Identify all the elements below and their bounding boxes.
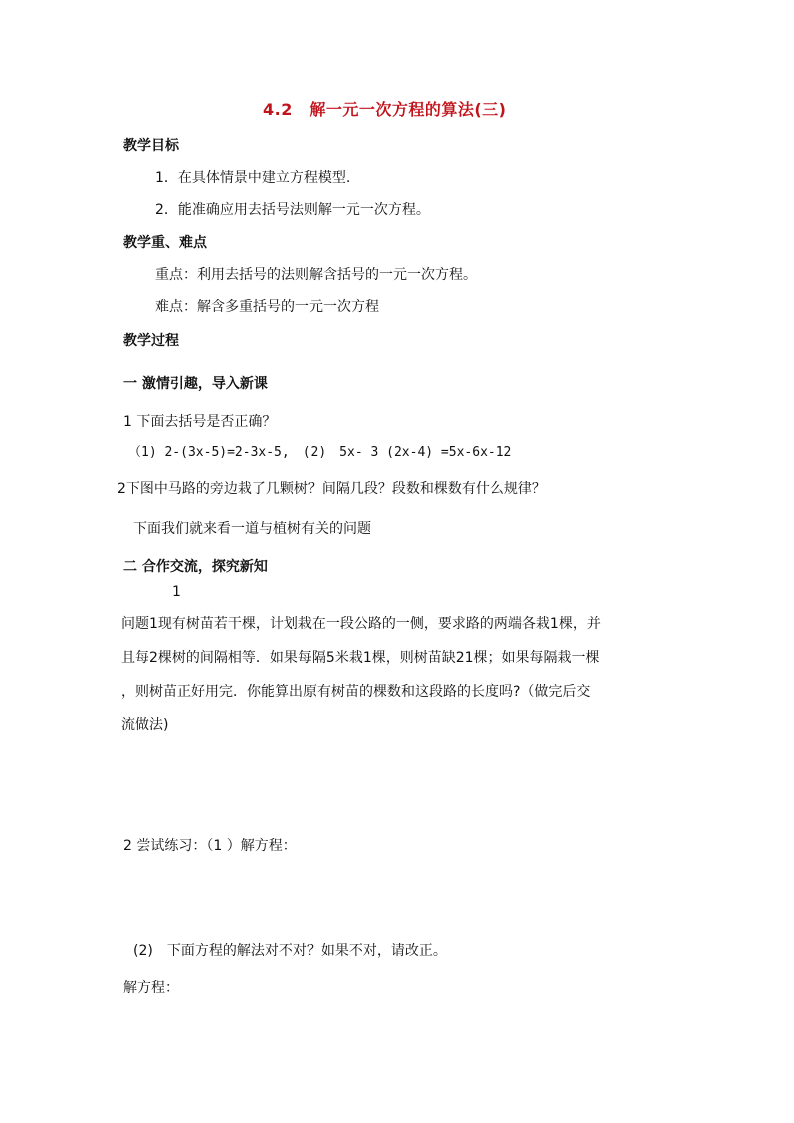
problem-line-2: 且每2棵树的间隔相等．如果每隔5米栽1棵，则树苗缺21棵；如果每隔栽一棵: [121, 650, 600, 666]
difficulty-point: 难点：解含多重括号的一元一次方程: [155, 299, 379, 315]
practice-prompt: 2 尝试练习：（1 ）解方程：: [123, 838, 297, 854]
solve-label: 解方程：: [123, 980, 179, 996]
part-2-prompt: (2) 下面方程的解法对不对？如果不对，请改正。: [133, 943, 447, 959]
problem-line-1: 问题1现有树苗若干棵，计划栽在一段公路的一侧，要求路的两端各栽1棵，并: [121, 616, 601, 632]
question-1-items: （1) 2-(3x-5)=2-3x-5, (2) 5x- 3 (2x-4) =5x-6x-12: [128, 445, 512, 460]
page-title: 4.2 解一元一次方程的算法(三): [263, 100, 507, 119]
problem-line-4: 流做法): [121, 717, 169, 733]
process-heading: 教学过程: [123, 333, 179, 349]
key-points-heading: 教学重、难点: [123, 235, 207, 251]
objective-item-2: 2．能准确应用去括号法则解一元一次方程。: [155, 202, 430, 218]
problem-line-3: ，则树苗正好用完．你能算出原有树苗的棵数和这段路的长度吗?（做完后交: [121, 684, 591, 700]
objectives-heading: 教学目标: [123, 138, 179, 154]
question-1: 1 下面去括号是否正确？: [123, 414, 277, 430]
focus-point: 重点：利用去括号的法则解含括号的一元一次方程。: [155, 267, 477, 283]
question-2: 2下图中马路的旁边栽了几颗树？间隔几段？段数和棵数有什么规律？: [117, 481, 546, 497]
intro-text: 下面我们就来看一道与植树有关的问题: [133, 521, 371, 537]
section1-heading: 一 激情引趣，导入新课: [123, 376, 268, 392]
section2-heading: 二 合作交流，探究新知: [123, 559, 268, 575]
section2-number: 1: [172, 584, 181, 600]
objective-item-1: 1．在具体情景中建立方程模型.: [155, 170, 351, 186]
